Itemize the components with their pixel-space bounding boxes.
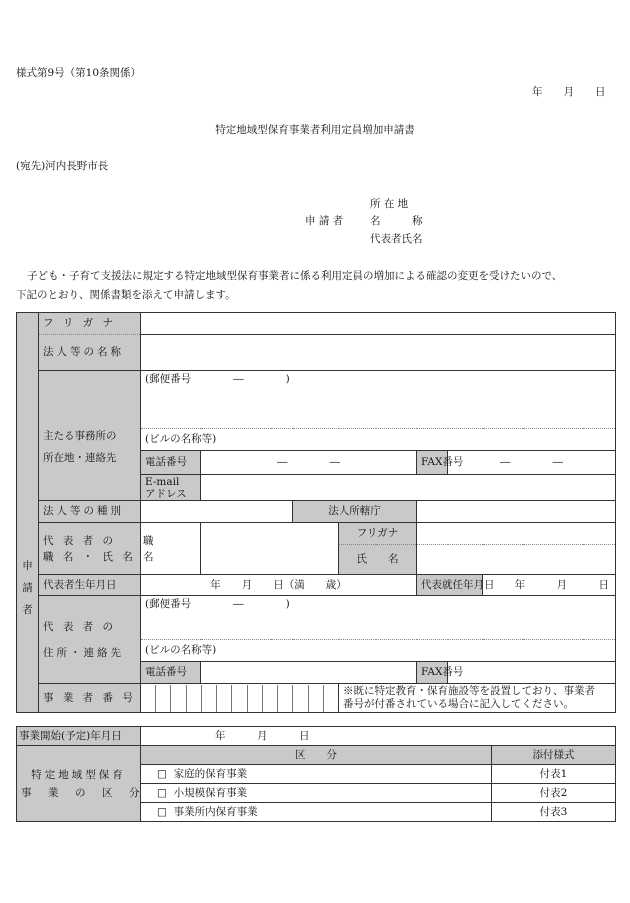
start-date-label: 事業開始(予定)年月日 [17,727,141,746]
main-office-label [39,371,141,501]
building-text: (ビルの名称等) [145,433,217,446]
page-title: 特定地域型保育事業者利用定員増加申請書 [215,124,415,136]
business-type-label-2: 事 業 の 区 分 [21,786,143,799]
start-date-field[interactable]: 年 月 日 [141,727,616,746]
applicant-label: 申 請 者 [305,215,344,227]
biz-note-1: ※既に特定教育・保育施設等を設置しており、事業者 [343,685,595,697]
email-label [141,475,201,501]
biz-note-2: 番号が付番されている場合に記入してください。 [343,698,574,710]
business-table [16,726,616,822]
corp-type-label: 法人等の種別 [39,501,141,523]
rep-title-label [39,523,141,575]
rep-phone-field[interactable] [201,662,417,684]
email-label-1: E-mail [145,475,180,488]
shoku-char: 職 [143,534,154,547]
email-label-2: アドレス [145,487,187,500]
furigana-label: フ リ ガ ナ [39,313,141,335]
furigana-field[interactable] [141,313,616,335]
corp-office-label: 法人所轄庁 [293,501,417,523]
rep-title-label-2: 職 名 ・ 氏 名 [43,550,136,563]
type-label-3: 事業所内保育事業 [173,805,258,818]
type-attach-1: 付表1 [492,765,616,784]
rep-address-postal[interactable] [141,596,616,640]
intro-text-1: 子ども・子育て支援法に規定する特定地域型保育事業者に係る利用定員の増加による確認の変更を受けたいので、 [27,270,563,282]
intro-text-2: 下記のとおり、関係書類を添えて申請します。 [16,289,236,301]
rep-name-label: 代表者氏名 [370,233,423,245]
type-item-3[interactable] [141,803,492,822]
checkbox-icon[interactable]: □ [157,805,167,818]
shoku-mei-label [141,523,201,575]
type-label-1: 家庭的保育事業 [173,767,248,780]
postal-text: (郵便番号 ― ) [145,373,290,385]
mei-char: 名 [143,550,154,563]
furigana2-label: フリガナ [339,523,417,545]
phone-field[interactable]: ― ― [201,451,417,475]
rep-fax-field[interactable] [448,662,616,684]
rep-address-building[interactable] [141,640,616,662]
corp-name-label: 法人等の名称 [39,335,141,371]
rep-fax-label: FAX番号 [417,662,448,684]
kubun-header: 区 分 [141,746,492,765]
date-line: 年 月 日 [532,86,606,98]
rep-address-label-1: 代 表 者 の [43,620,117,633]
biz-number-label: 事 業 者 番 号 [39,684,141,713]
type-item-1[interactable] [141,765,492,784]
email-field[interactable] [201,475,616,501]
fax-field[interactable]: ― ― [448,451,616,475]
fax-label: FAX番号 [417,451,448,475]
main-office-label-2: 所在地・連絡先 [43,451,117,464]
main-office-label-1: 主たる事務所の [43,429,117,442]
rep-birth-field[interactable]: 年 月 日（満 歳） [141,575,417,596]
checkbox-icon[interactable]: □ [157,767,167,780]
addressee: (宛先)河内長野市長 [16,160,109,172]
type-attach-2: 付表2 [492,784,616,803]
type-item-2[interactable] [141,784,492,803]
main-office-postal[interactable] [141,371,616,429]
rep-start-label: 代表就任年月日 [417,575,483,596]
phone-label: 電話番号 [141,451,201,475]
rep-name-field[interactable] [417,545,616,575]
name-label: 名 称 [370,215,423,227]
location-label: 所 在 地 [370,198,409,210]
biz-number-grid [141,685,338,712]
corp-office-field[interactable] [417,501,616,523]
rep-title-label-1: 代 表 者 の [43,534,117,547]
biz-number-field[interactable] [141,684,339,713]
rep-address-label [39,596,141,684]
checkbox-icon[interactable]: □ [157,786,167,799]
main-office-building[interactable] [141,429,616,451]
type-label-2: 小規模保育事業 [173,786,248,799]
rep-postal-text: (郵便番号 ― ) [145,598,290,610]
business-type-label [17,746,141,822]
corp-name-field[interactable] [141,335,616,371]
rep-building-text: (ビルの名称等) [145,644,217,657]
rep-birth-label: 代表者生年月日 [39,575,141,596]
attach-header: 添付様式 [492,746,616,765]
corp-type-field[interactable] [141,501,293,523]
applicant-side-label [17,313,39,713]
rep-phone-label: 電話番号 [141,662,201,684]
rep-title-field[interactable] [201,523,339,575]
application-form-table [16,312,616,713]
biz-number-note [339,684,616,713]
form-number: 様式第9号（第10条関係） [16,67,142,79]
rep-start-field[interactable]: 年 月 日 [483,575,616,596]
side-label-text: 申請者 [22,559,33,616]
shimei-label: 氏 名 [339,545,417,575]
rep-address-label-2: 住所・連絡先 [43,646,124,659]
business-type-label-1: 特定地域型保育 [31,768,126,781]
type-attach-3: 付表3 [492,803,616,822]
rep-furigana-field[interactable] [417,523,616,545]
